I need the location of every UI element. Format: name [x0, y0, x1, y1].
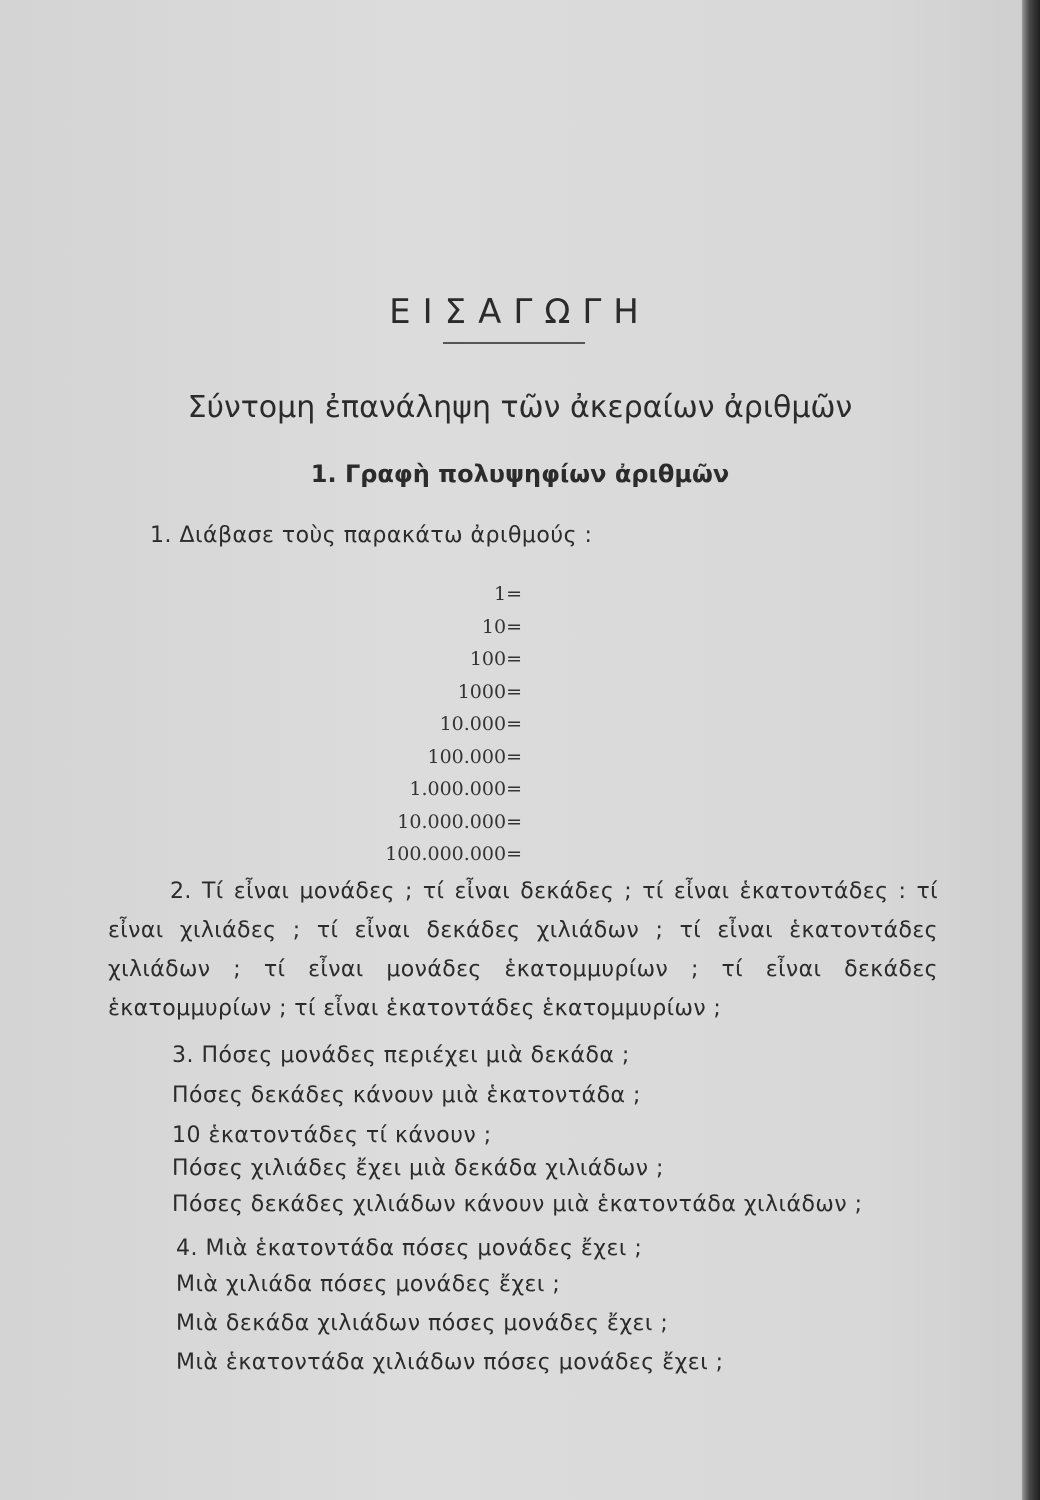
exercise-4-line: Μιὰ ἑκατοντάδα χιλιάδων πόσες μονάδες ἔχει ;: [176, 1350, 724, 1375]
exercise-4-line: 4. Μιὰ ἑκατοντάδα πόσες μονάδες ἔχει ;: [176, 1236, 643, 1261]
exercise-3-line: 3. Πόσες μονάδες περιέχει μιὰ δεκάδα ;: [172, 1043, 630, 1068]
page-title: ΕΙΣΑΓΩΓΗ: [389, 292, 651, 332]
page-edge-shadow: [1022, 0, 1040, 1500]
number-item: 1.000.000=: [409, 778, 522, 800]
number-list: [385, 578, 522, 871]
exercise-1-prompt: 1. Διάβασε τοὺς παρακάτω ἀριθμούς :: [150, 523, 593, 548]
number-item: 10=: [481, 615, 522, 638]
exercise-4-line: Μιὰ δεκάδα χιλιάδων πόσες μονάδες ἔχει ;: [176, 1311, 669, 1336]
number-item: 1=: [493, 583, 522, 605]
section-heading: 1. Γραφὴ πολυψηφίων ἀριθμῶν: [310, 460, 730, 488]
number-item: 10.000.000=: [397, 810, 522, 833]
exercise-2-paragraph: 2. Τί εἶναι μονάδες ; τί εἶναι δεκάδες ; τί εἶναι ἑκατοντάδες : τί εἶναι χιλιάδες ; τί εἶναι δεκάδες χιλιάδων ; τί εἶναι ἑκατοντάδες χιλιάδων ; τί εἶναι μονάδες ἑκατομμυρίων ; τί εἶναι δεκάδες ἑκατομμυρίων ; τί εἶναι ἑκατοντάδες ἑκατομμυρίων ;: [108, 879, 938, 1021]
exercise-3-line: Πόσες χιλιάδες ἔχει μιὰ δεκάδα χιλιάδων ;: [172, 1156, 664, 1181]
number-item: 100.000=: [427, 745, 522, 768]
number-item: 10.000=: [439, 713, 522, 735]
chapter-subtitle: Σύντομη ἐπανάληψη τῶν ἀκεραίων ἀριθμῶν: [187, 390, 853, 425]
number-item: 100=: [469, 648, 522, 670]
number-item: 1000=: [457, 680, 522, 703]
exercise-3-line: Πόσες δεκάδες κάνουν μιὰ ἑκατοντάδα ;: [172, 1083, 641, 1108]
exercise-3-line: Πόσες δεκάδες χιλιάδων κάνουν μιὰ ἑκατοντάδα χιλιάδων ;: [172, 1192, 863, 1217]
number-item: 100.000.000=: [385, 843, 522, 865]
exercise-4-line: Μιὰ χιλιάδα πόσες μονάδες ἔχει ;: [176, 1272, 561, 1297]
title-underline: [443, 342, 585, 344]
exercise-3-line: 10 ἑκατοντάδες τί κάνουν ;: [172, 1123, 492, 1148]
